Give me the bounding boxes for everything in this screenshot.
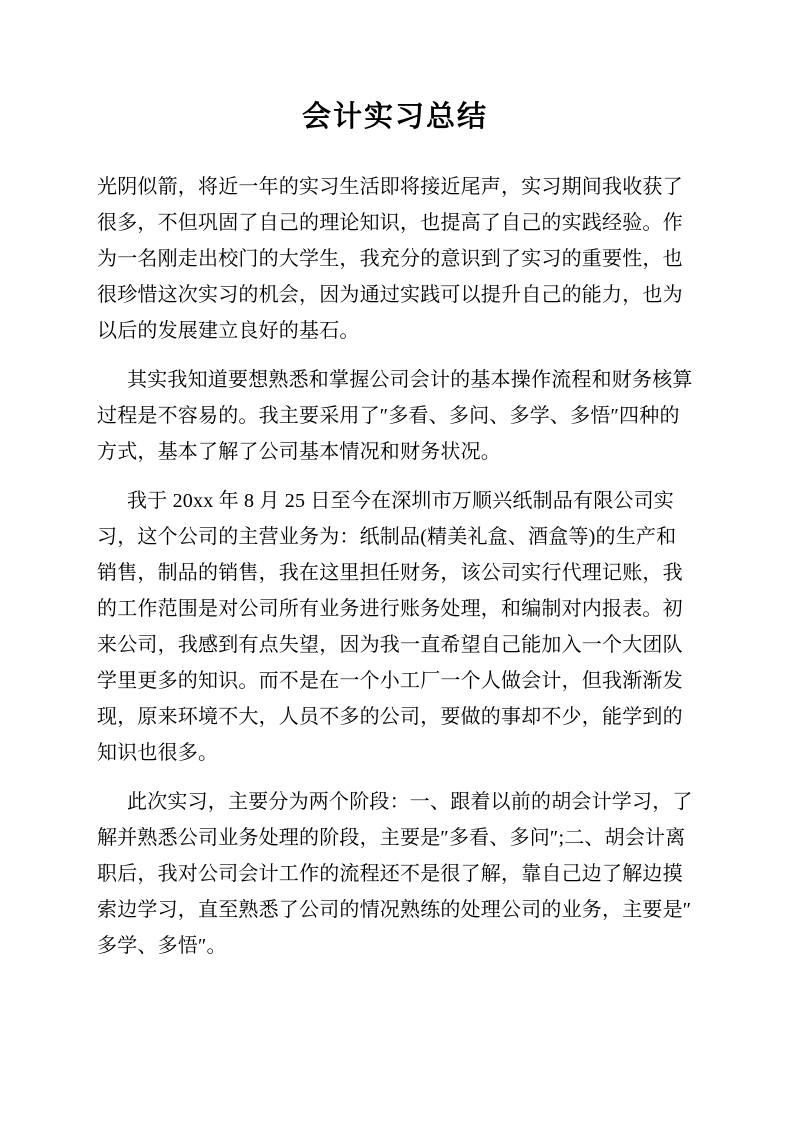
- document-title: 会计实习总结: [301, 101, 488, 133]
- paragraph-3: 我于 20xx 年 8 月 25 日至今在深圳市万顺兴纸制品有限公司实习，这个公司的主营业务为：纸制品(精美礼盒、酒盒等)的生产和销售，制品的销售，我在这里担任财务，该公司实行代理记账，我的工作范围是对公司所有业务进行账务处理，和编制对内报表。初来公司，我感到有点失望，因为我一直希望自己能加入一个大团队学里更多的知识。而不是在一个小工厂一个人做会计，但我渐渐发现，原来环境不大，人员不多的公司，要做的事却不少，能学到的知识也很多。: [97, 490, 683, 764]
- paragraph-4: 此次实习，主要分为两个阶段：一、跟着以前的胡会计学习，了解并熟悉公司业务处理的阶段，主要是″多看、多问″;二、胡会计离职后，我对公司会计工作的流程还不是很了解，靠自己边了解边摸索边学习，直至熟悉了公司的情况熟练的处理公司的业务，主要是″多学、多悟″。: [97, 791, 693, 957]
- paragraph-1: 光阴似箭，将近一年的实习生活即将接近尾声，实习期间我收获了很多，不但巩固了自己的理论知识，也提高了自己的实践经验。作为一名刚走出校门的大学生，我充分的意识到了实习的重要性，也很珍惜这次实习的机会，因为通过实践可以提升自己的能力，也为以后的发展建立良好的基石。: [97, 176, 683, 342]
- paragraph-2: 其实我知道要想熟悉和掌握公司会计的基本操作流程和财务核算过程是不容易的。我主要采用了″多看、多问、多学、多悟″四种的方式，基本了解了公司基本情况和财务状况。: [97, 369, 693, 463]
